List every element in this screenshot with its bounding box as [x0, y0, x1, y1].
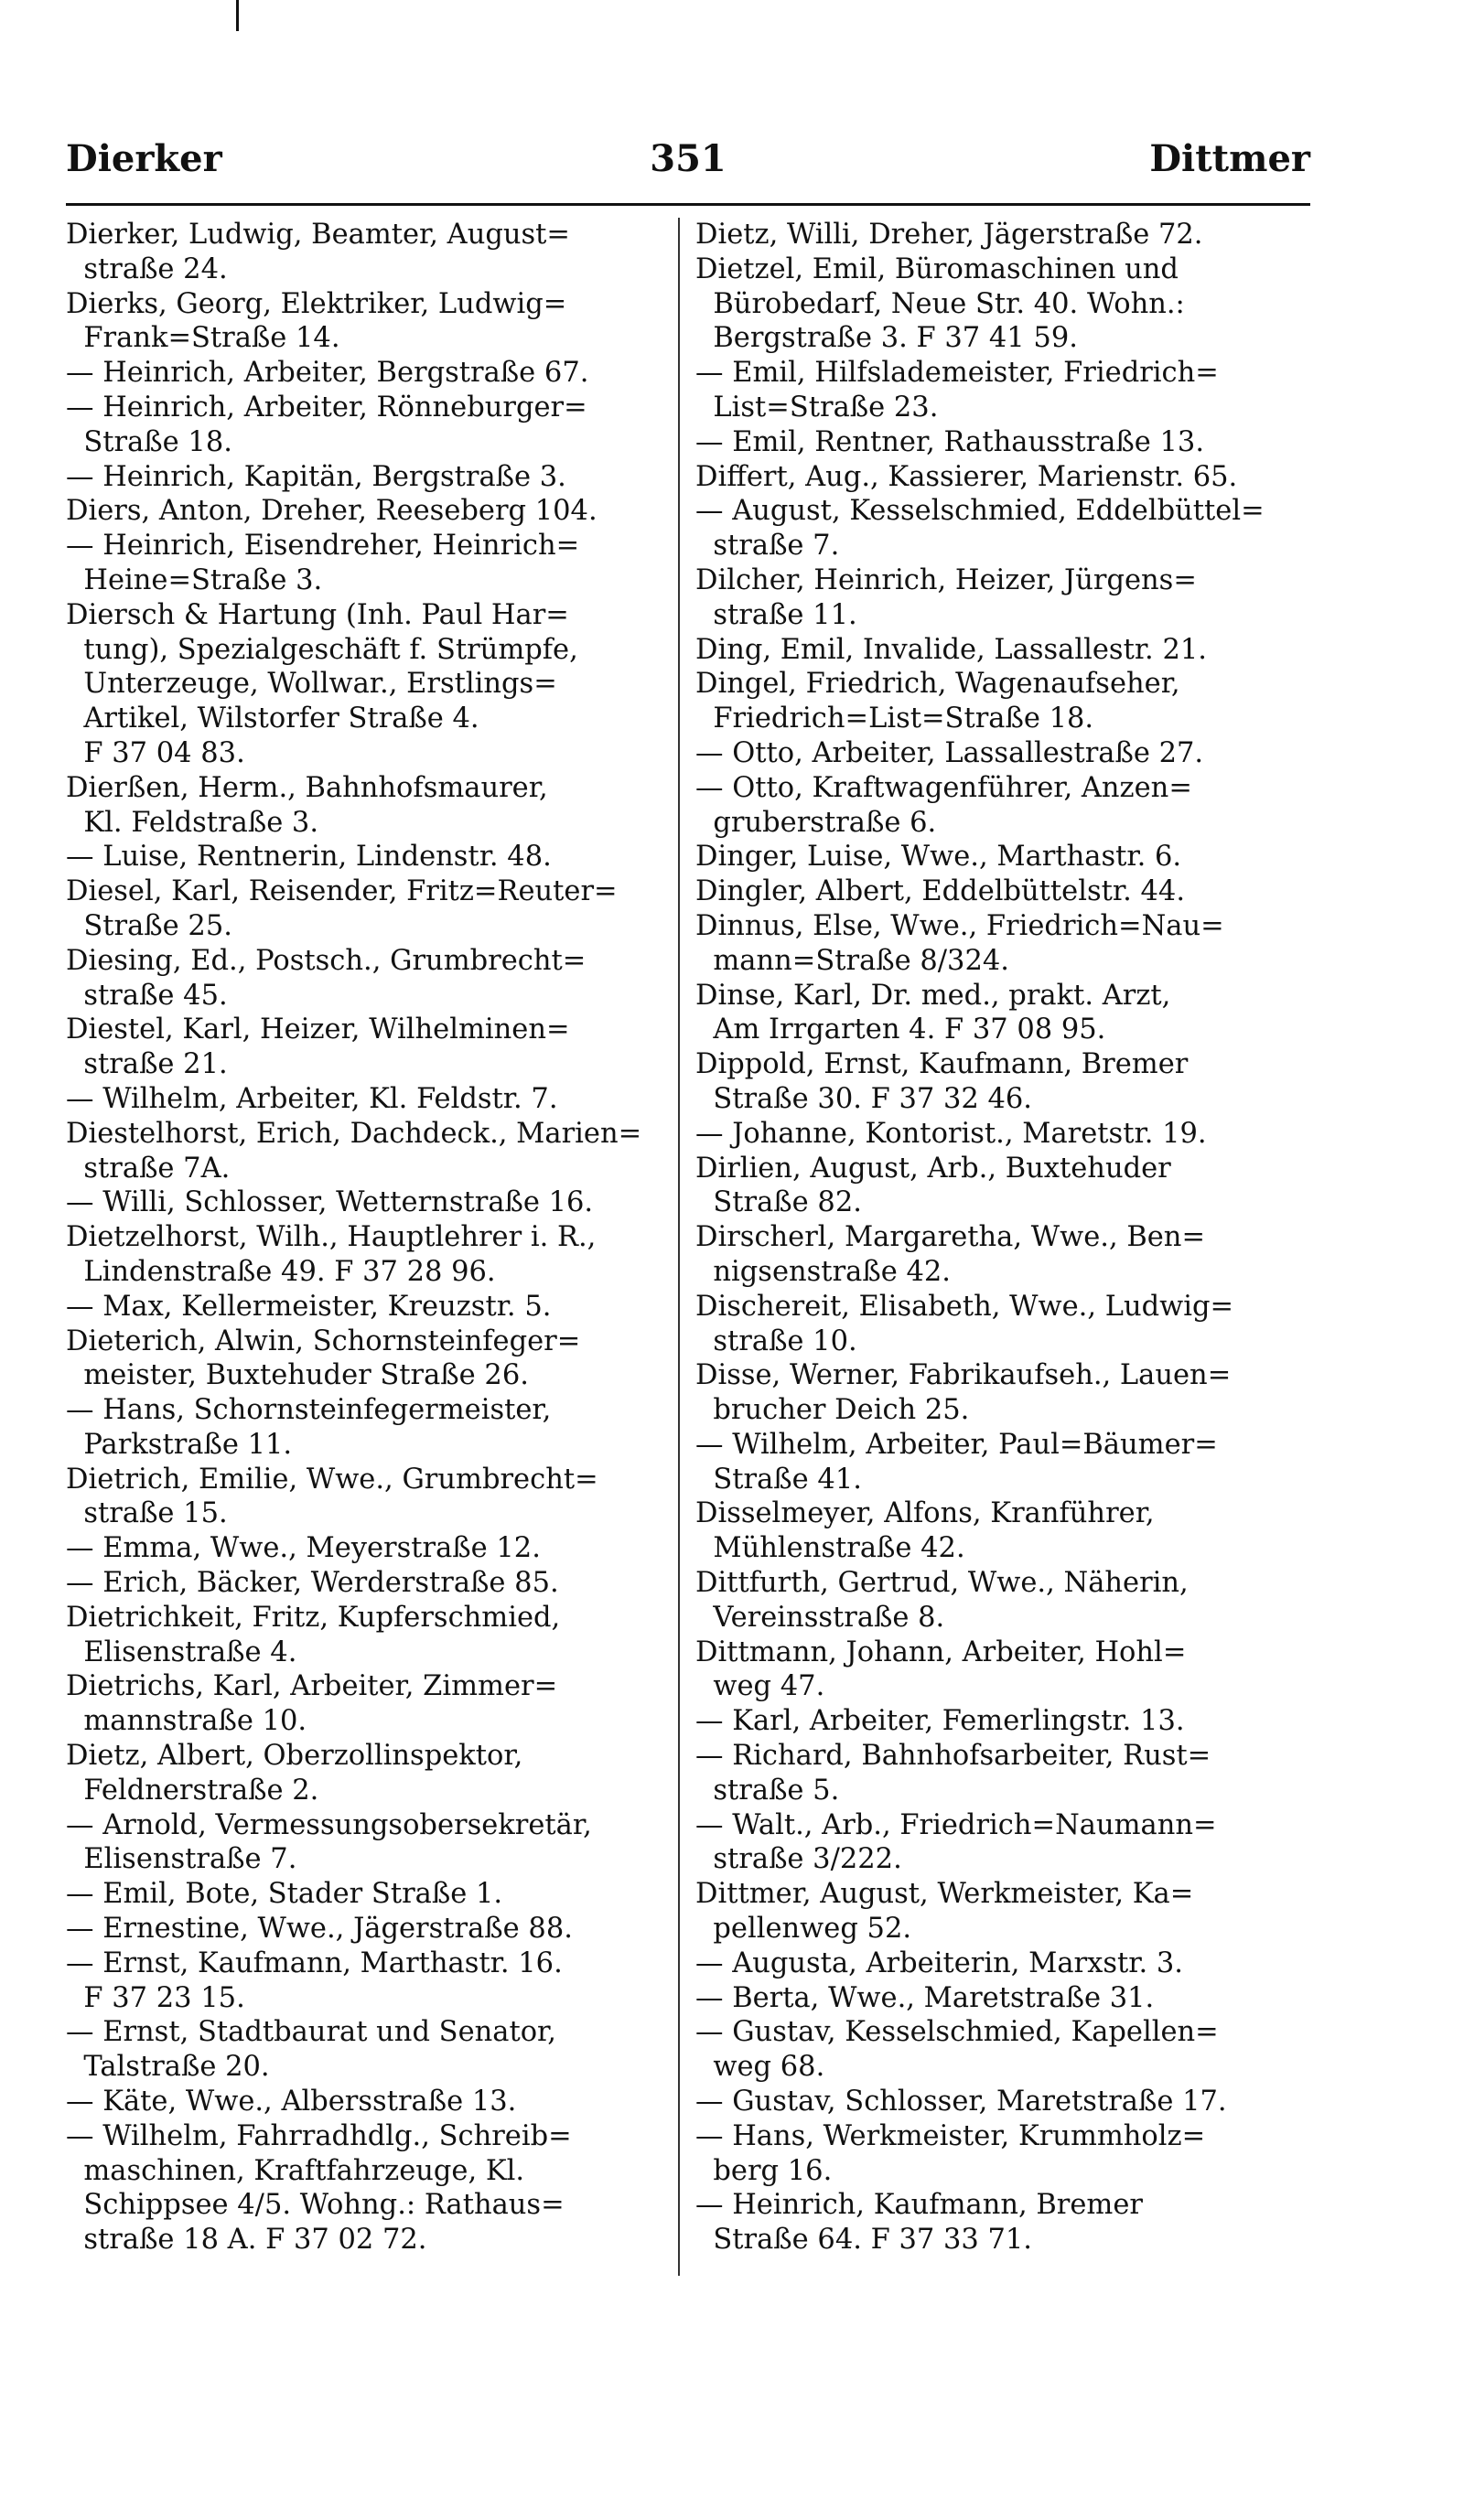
directory-line: Friedrich=List=Straße 18.	[695, 702, 1094, 735]
directory-line: Dirscherl, Margaretha, Wwe., Ben=	[695, 1221, 1205, 1254]
directory-line: Dippold, Ernst, Kaufmann, Bremer	[695, 1048, 1189, 1081]
directory-line: Dingler, Albert, Eddelbüttelstr. 44.	[695, 875, 1186, 908]
directory-line: bruchеr Deich 25.	[695, 1394, 970, 1427]
directory-line: Dierks, Georg, Elektriker, Ludwig=	[66, 287, 567, 320]
directory-line: Diestelhorst, Erich, Dachdeck., Marien=	[66, 1117, 642, 1150]
directory-line: nigsenstraße 42.	[695, 1255, 951, 1288]
directory-line: meister, Buxtehuder Straße 26.	[66, 1359, 529, 1392]
directory-line: Dietzelhorst, Wilh., Hauptlehrer i. R.,	[66, 1221, 597, 1254]
directory-line: Schippsee 4/5. Wohng.: Rathaus=	[66, 2189, 565, 2222]
directory-line: — Gustav, Kesselschmied, Kapellen=	[695, 2016, 1219, 2049]
left-column	[66, 218, 688, 2257]
directory-line: — Wilhelm, Arbeiter, Paul=Bäumer=	[695, 1428, 1218, 1461]
directory-line: Dinger, Luise, Wwe., Marthastr. 6.	[695, 841, 1182, 874]
scan-mark	[236, 0, 239, 31]
directory-line: — Heinrich, Arbeiter, Bergstraße 67.	[66, 357, 589, 390]
directory-line: Am Irrgarten 4. F 37 08 95.	[695, 1013, 1106, 1046]
directory-line: Dietrich, Emilie, Wwe., Grumbrecht=	[66, 1463, 598, 1496]
directory-line: Kl. Feldstraße 3.	[66, 806, 319, 839]
directory-line: — Max, Kellermeister, Kreuzstr. 5.	[66, 1290, 552, 1323]
directory-line: — Emil, Bote, Stader Straße 1.	[66, 1878, 503, 1911]
directory-line: Talstraße 20.	[66, 2051, 270, 2084]
directory-line: — Käte, Wwe., Albersstraße 13.	[66, 2086, 517, 2118]
directory-line: Elisenstraße 4.	[66, 1635, 297, 1668]
directory-line: pellenweg 52.	[695, 1913, 912, 1946]
directory-line: straße 15.	[66, 1497, 228, 1530]
directory-line: — Heinrich, Arbeiter, Rönneburger=	[66, 391, 587, 424]
directory-line: gruberstraße 6.	[695, 806, 937, 839]
directory-line: Diers, Anton, Dreher, Reeseberg 104.	[66, 495, 597, 528]
directory-line: F 37 23 15.	[66, 1981, 245, 2014]
directory-line: — Hans, Werkmeister, Krummholz=	[695, 2119, 1206, 2152]
directory-line: Dinnus, Else, Wwe., Friedrich=Nau=	[695, 909, 1224, 942]
directory-line: — Wilhelm, Fahrradhdlg., Schreib=	[66, 2119, 572, 2152]
directory-line: maschinen, Kraftfahrzeuge, Kl.	[66, 2154, 525, 2187]
directory-line: Straße 82.	[695, 1186, 862, 1219]
directory-line: Differt, Aug., Kassierer, Marienstr. 65.	[695, 460, 1238, 493]
directory-line: Straße 25.	[66, 909, 232, 942]
directory-line: — Heinrich, Kapitän, Bergstraße 3.	[66, 460, 566, 493]
directory-line: Disse, Werner, Fabrikaufseh., Lauen=	[695, 1359, 1232, 1392]
directory-line: mannstraße 10.	[66, 1705, 307, 1738]
page-header	[66, 137, 1310, 201]
directory-line: Heine=Straße 3.	[66, 563, 323, 596]
right-column	[695, 218, 1318, 2257]
directory-line: Dieterich, Alwin, Schornsteinfeger=	[66, 1324, 581, 1357]
directory-line: Diestel, Karl, Heizer, Wilhelminen=	[66, 1013, 570, 1046]
directory-line: Dischereit, Elisabeth, Wwe., Ludwig=	[695, 1290, 1234, 1323]
directory-line: — Otto, Kraftwagenführer, Anzen=	[695, 771, 1192, 804]
directory-line: Dietrichkeit, Fritz, Kupferschmied,	[66, 1601, 561, 1634]
directory-line: Artikel, Wilstorfer Straße 4.	[66, 702, 479, 735]
directory-line: weg 47.	[695, 1670, 825, 1703]
directory-line: — Willi, Schlosser, Wetternstraße 16.	[66, 1186, 594, 1219]
directory-line: straße 11.	[695, 598, 857, 631]
directory-line: Diesing, Ed., Postsch., Grumbrecht=	[66, 944, 587, 977]
directory-line: Feldnerstraße 2.	[66, 1774, 319, 1807]
directory-line: Frank=Straße 14.	[66, 322, 340, 355]
directory-line: Dittmer, August, Werkmeister, Ka=	[695, 1878, 1194, 1911]
directory-line: straße 5.	[695, 1774, 840, 1807]
directory-line: List=Straße 23.	[695, 391, 939, 424]
directory-line: Dittmann, Johann, Arbeiter, Hohl=	[695, 1635, 1187, 1668]
directory-line: Parkstraße 11.	[66, 1428, 293, 1461]
directory-line: — Berta, Wwe., Maretstraße 31.	[695, 1981, 1155, 2014]
directory-line: — Arnold, Vermessungsobersekretär,	[66, 1808, 592, 1841]
directory-line: Vereinsstraße 8.	[695, 1601, 945, 1634]
directory-line: — Luise, Rentnerin, Lindenstr. 48.	[66, 841, 552, 874]
directory-line: Dietrichs, Karl, Arbeiter, Zimmer=	[66, 1670, 558, 1703]
directory-line: — Heinrich, Kaufmann, Bremer	[695, 2189, 1143, 2222]
directory-line: Ding, Emil, Invalide, Lassallestr. 21.	[695, 633, 1207, 666]
directory-line: — Augusta, Arbeiterin, Marxstr. 3.	[695, 1946, 1183, 1979]
directory-line: — Karl, Arbeiter, Femerlingstr. 13.	[695, 1705, 1185, 1738]
directory-line: — August, Kesselschmied, Eddelbüttel=	[695, 495, 1265, 528]
directory-line: — Emil, Hilfslademeister, Friedrich=	[695, 357, 1219, 390]
directory-line: Disselmeyer, Alfons, Kranführer,	[695, 1497, 1155, 1530]
header-rule	[66, 203, 1310, 206]
directory-line: tung), Spezialgeschäft f. Strümpfe,	[66, 633, 578, 666]
directory-line: — Wilhelm, Arbeiter, Kl. Feldstr. 7.	[66, 1082, 558, 1115]
column-divider	[678, 218, 680, 2276]
directory-line: straße 18 A. F 37 02 72.	[66, 2224, 427, 2257]
directory-line: Dittfurth, Gertrud, Wwe., Näherin,	[695, 1567, 1189, 1600]
directory-line: — Ernst, Stadtbaurat und Senator,	[66, 2016, 556, 2049]
directory-line: — Hans, Schornsteinfegermeister,	[66, 1394, 552, 1427]
directory-line: Dinse, Karl, Dr. med., prakt. Arzt,	[695, 979, 1171, 1012]
directory-line: — Erich, Bäcker, Werderstraße 85.	[66, 1567, 559, 1600]
directory-line: Diesel, Karl, Reisender, Fritz=Reuter=	[66, 875, 618, 908]
directory-line: straße 10.	[695, 1324, 857, 1357]
directory-line: Straße 41.	[695, 1463, 862, 1496]
directory-line: Dilcher, Heinrich, Heizer, Jürgens=	[695, 563, 1197, 596]
directory-line: — Emma, Wwe., Meyerstraße 12.	[66, 1532, 541, 1565]
directory-line: — Gustav, Schlosser, Maretstraße 17.	[695, 2086, 1227, 2118]
directory-line: Lindenstraße 49. F 37 28 96.	[66, 1255, 496, 1288]
directory-line: Dietz, Albert, Oberzollinspektor,	[66, 1740, 523, 1773]
directory-line: Dierker, Ludwig, Beamter, August=	[66, 219, 570, 251]
directory-line: Straße 64. F 37 33 71.	[695, 2224, 1032, 2257]
directory-line: — Emil, Rentner, Rathausstraße 13.	[695, 425, 1205, 458]
directory-line: — Johanne, Kontorist., Maretstr. 19.	[695, 1117, 1207, 1150]
directory-line: berg 16.	[695, 2154, 833, 2187]
directory-line: Dietzel, Emil, Büromaschinen und	[695, 252, 1179, 285]
directory-line: Dierßen, Herm., Bahnhofsmaurer,	[66, 771, 548, 804]
directory-line: — Ernestine, Wwe., Jägerstraße 88.	[66, 1913, 573, 1946]
directory-line: Elisenstraße 7.	[66, 1843, 297, 1876]
header-right-keyword: Dittmer	[1149, 137, 1310, 180]
directory-line: Diersch & Hartung (Inh. Paul Har=	[66, 598, 569, 631]
directory-line: Unterzeuge, Wollwar., Erstlings=	[66, 668, 557, 701]
directory-line: Bergstraße 3. F 37 41 59.	[695, 322, 1078, 355]
directory-line: straße 24.	[66, 252, 228, 285]
directory-line: Mühlenstraße 42.	[695, 1532, 965, 1565]
directory-line: Straße 30. F 37 32 46.	[695, 1082, 1032, 1115]
directory-line: straße 7A.	[66, 1152, 231, 1185]
directory-line: — Ernst, Kaufmann, Marthastr. 16.	[66, 1946, 563, 1979]
directory-line: straße 3/222.	[695, 1843, 902, 1876]
directory-line: — Otto, Arbeiter, Lassallestraße 27.	[695, 736, 1204, 769]
directory-line: — Richard, Bahnhofsarbeiter, Rust=	[695, 1740, 1211, 1773]
directory-line: straße 45.	[66, 979, 228, 1012]
directory-line: straße 7.	[695, 530, 840, 563]
directory-line: Dietz, Willi, Dreher, Jägerstraße 72.	[695, 219, 1203, 251]
directory-line: F 37 04 83.	[66, 736, 245, 769]
directory-line: weg 68.	[695, 2051, 825, 2084]
directory-line: straße 21.	[66, 1048, 228, 1081]
directory-line: Bürobedarf, Neue Str. 40. Wohn.:	[695, 287, 1185, 320]
page-number: 351	[650, 137, 727, 180]
directory-line: — Heinrich, Eisendreher, Heinrich=	[66, 530, 580, 563]
directory-line: — Walt., Arb., Friedrich=Naumann=	[695, 1808, 1217, 1841]
directory-line: Dingel, Friedrich, Wagenaufseher,	[695, 668, 1180, 701]
directory-line: mann=Straße 8/324.	[695, 944, 1009, 977]
header-left-keyword: Dierker	[66, 137, 222, 180]
directory-line: Straße 18.	[66, 425, 232, 458]
directory-line: Dirlien, August, Arb., Buxtehuder	[695, 1152, 1171, 1185]
